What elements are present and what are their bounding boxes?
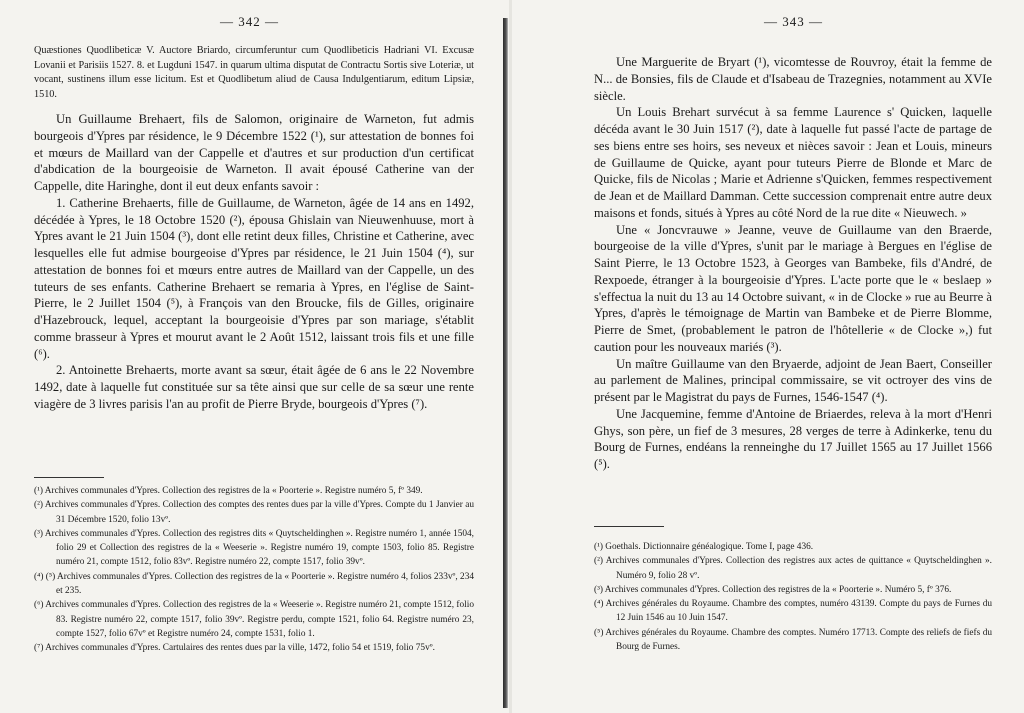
right-footnotes	[594, 540, 992, 654]
intro-note	[34, 44, 474, 102]
left-body	[34, 111, 474, 413]
footnote: (⁷) Archives communales d'Ypres. Cartulaires des rentes dues par la ville, 1472, folio 54 et 1519, folio 75vº.	[34, 643, 435, 654]
paragraph-guillaume-van-den-bryaerde: Un maître Guillaume van den Bryaerde, adjoint de Jean Baert, Conseiller au parlement de Malines, principal commissaire, se vit octroyer des vins de présent par le Magistrat du pays de Furnes, 1546-1547 (⁴).	[594, 356, 992, 404]
footnote: (³) Archives communales d'Ypres. Collection des registres dits « Quytscheldinghen ». Registre numéro 1, année 1504, folio 29 et Collection des registres de la « Weeserie ». Registre numéro 19, compte 1503, folio 85. Registre numéro 21, compte 1512, folio 83vº. Registre numéro 22, compte 1517, folio 39vº.	[34, 528, 474, 568]
page-number-left: — 342 —	[220, 14, 279, 29]
paragraph-catherine-brehaerts: 1. Catherine Brehaerts, fille de Guillaume, de Warneton, âgée de 14 ans en 1492, décédée à Ypres, le 18 Octobre 1520 (²), épousa Ghislain van Nieuwenhuuse, mort à Ypres avant le 21 Juin 1504 (³), dont elle retint deux filles, Christine et Catherine, avec lesquelles elle fut admise bourgeoise d'Ypres par résidence, le 21 Juin 1504 (⁴), sur attestation de bonnes foi et mœurs entre autres de Maillard van der Cappelle, un des tuteurs de ses enfants. Catherine Brehaert se remaria à Ypres, en l'église de Saint-Pierre, le 2 Juillet 1504 (⁵), à François van den Broucke, fils de Gilles, originaire d'Hazebrouck, lequel, acceptant la bourgeoisie d'Ypres par son mariage, s'établit comme brasseur à Ypres et mourut avant le 2 Août 1512, laissant trois fils et une fille (⁶).	[34, 195, 474, 361]
left-page	[0, 0, 508, 713]
right-body	[594, 54, 992, 473]
footnote: (⁴) (⁵) Archives communales d'Ypres. Collection des registres de la « Poorterie ». Registre numéro 4, folios 233vº, 234 et 235.	[34, 571, 474, 597]
paragraph-antoinette-brehaerts: 2. Antoinette Brehaerts, morte avant sa sœur, était âgée de 6 ans le 22 Novembre 1492, date à laquelle fut constituée sur sa tête ainsi que sur celle de sa sœur une rente viagère de 3 livres parisis l'an au profit de Pierre Bryde, bourgeois d'Ypres (⁷).	[34, 363, 474, 411]
left-footnotes	[34, 484, 474, 656]
paragraph-jacquemine: Une Jacquemine, femme d'Antoine de Briaerdes, releva à la mort d'Henri Ghys, son père, un fief de 3 mesures, 28 verges de terre à Adinkerke, tenu du Bourg de Furnes, endéans la renneinghe du 17 Juillet 1565 au 17 Juillet 1566 (⁵).	[594, 406, 992, 471]
paragraph-jeanne-joncvrauwe: Une « Joncvrauwe » Jeanne, veuve de Guillaume van den Braerde, bourgeoise de la ville d'Ypres, s'unit par le mariage à Bergues en l'église de Saint Pierre, le 13 Octobre 1523, à Georges van Bambeke, fils d'André, de Rexpoede, étranger à la bourgeoisie d'Ypres. L'acte porte que le « beslaep » s'effectua la nuit du 13 au 14 Octobre suivant, « in de Clocke » rue au Beurre à Ypres, d'après le témoignage de Martin van Bambeke et de Pierre Blomme, Pierre de Smet, (probablement le patron de l'hôtellerie « de Clocke »,) fut caution pour les nouveaux mariés (³).	[594, 222, 992, 354]
page-number-right: — 343 —	[764, 14, 823, 29]
footnote-rule-left	[34, 477, 104, 478]
footnote: (⁶) Archives communales d'Ypres. Collection des registres de la « Weeserie ». Registre numéro 21, compte 1512, folio 83. Registre numéro 22, compte 1517, folio 39vº. Registre perdu, compte 1521, folio 64. Registre numéro 23, compte 1527, folio 67vº et Registre numéro 24, compte 1531, folio 1.	[34, 600, 474, 639]
footnote: (¹) Goethals. Dictionnaire généalogique. Tome I, page 436.	[594, 542, 814, 552]
footnote: (²) Archives communales d'Ypres. Collection des registres aux actes de quittance « Quytscheldinghen ». Numéro 9, folio 28 vº.	[594, 556, 992, 581]
paragraph-marguerite-de-bryart: Une Marguerite de Bryart (¹), vicomtesse de Rouvroy, était la femme de N... de Bonsies, fils de Claude et d'Isabeau de Trazegnies, notamment au XVIe siècle.	[594, 55, 992, 103]
footnote: (²) Archives communales d'Ypres. Collection des comptes des rentes dues par la ville d'Ypres. Compte du 1 Janvier au 31 Décembre 1520, folio 13vº.	[34, 500, 474, 525]
intro-note-text: Quæstiones Quodlibeticæ V. Auctore Briardo, circumferuntur cum Quodlibeticis Hadriani VI. Excusæ Lovanii et Parisiis 1527. 8. et Lugduni 1547. in quarum ultima disputat de Contractu Sortis sive Loteriæ, ut vocant, sustinens illum esse licitum. Est et Quodlibetum aliud de Causa Indulgentiarum, editum Lipsiæ, 1510.	[34, 45, 474, 100]
footnote-rule-right	[594, 526, 664, 527]
footnote: (⁵) Archives générales du Royaume. Chambre des comptes. Numéro 17713. Compte des reliefs de fiefs du Bourg de Furnes.	[594, 627, 992, 653]
paragraph-louis-brehart: Un Louis Brehart survécut à sa femme Laurence s' Quicken, laquelle décéda avant le 30 Juin 1517 (²), date à laquelle fut passé l'acte de partage de ses biens entre ses hoirs, ses neveux et nièces savoir : Jean et Louis, mineurs de Guillaume de Quicke, ayant pour tuteurs Pierre de Blonde et Marc de Quicke, fils de Nicolas ; Marie et Adrienne s'Quicken, femmes respectivement de Jean et de Maillard Damman. Cette succession comprenait entre autre deux maisons et fonds, situés à Ypres au côté Nord de la rue dite « Nieuwech. »	[594, 105, 992, 220]
footnote: (⁴) Archives générales du Royaume. Chambre des comptes, numéro 43139. Compte du pays de Furnes du 12 Juin 1546 au 10 Juin 1547.	[594, 599, 992, 624]
book-gutter	[503, 18, 508, 708]
footnote: (³) Archives communales d'Ypres. Collection des registres de la « Poorterie ». Numéro 5, fº 376.	[594, 584, 952, 595]
paragraph-guillaume-brehaert: Un Guillaume Brehaert, fils de Salomon, originaire de Warneton, fut admis bourgeois d'Ypres par résidence, le 9 Décembre 1522 (¹), sur attestation de bonnes foi et mœurs de Maillard van der Cappelle et d'autres et sur production d'un certificat d'abdication de la bourgeoisie de Warneton. Il avait épousé Catherine van der Cappelle, dite Haringhe, dont il eut deux enfants savoir :	[34, 112, 474, 193]
right-page	[512, 0, 1024, 713]
footnote: (¹) Archives communales d'Ypres. Collection des registres de la « Poorterie ». Registre numéro 5, fº 349.	[34, 486, 423, 496]
